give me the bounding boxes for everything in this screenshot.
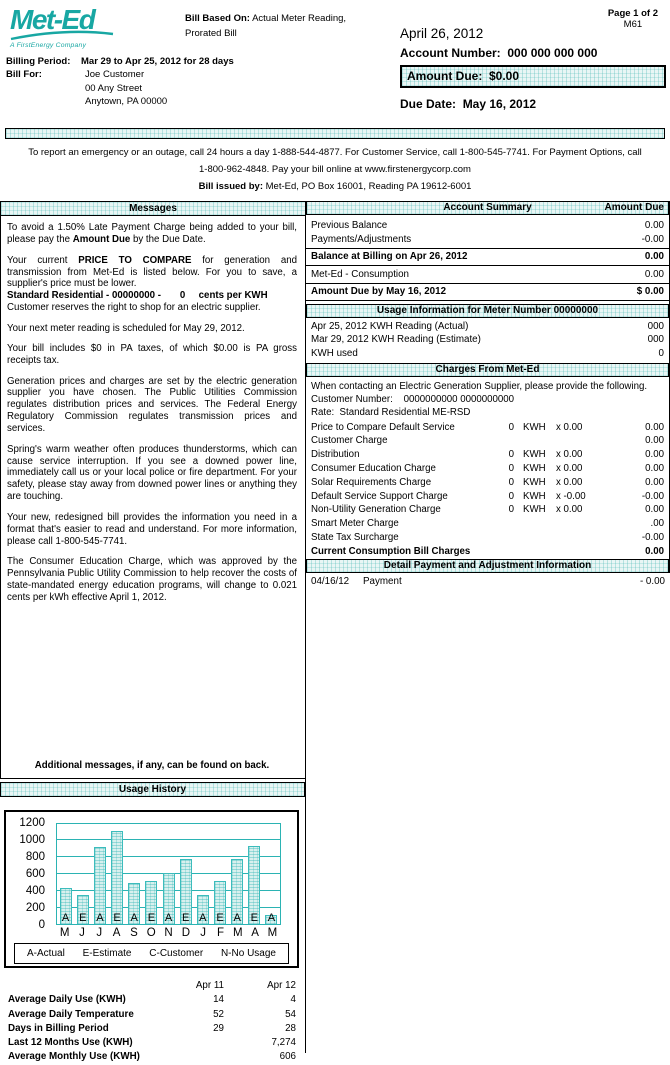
brand-tagline: A FirstEnergy Company [10,42,87,49]
stats-value [156,1036,224,1050]
charge-label: Non-Utility Generation Charge [311,504,441,516]
summary-row-amount: 0.00 [644,251,664,263]
right-column [305,201,670,1053]
month-label: S [130,927,138,940]
usage-stats-grid [8,979,298,1064]
payment-date: 04/16/12 [311,575,350,587]
account-number-line [400,46,666,60]
account-number-label: Account Number: [400,46,501,60]
charge-unit [514,517,556,531]
month-label: M [267,927,278,940]
charge-label: Distribution [311,449,360,461]
bar-reading-type-label: E [79,912,87,925]
stats-row-label: Average Monthly Use (KWH) [8,1051,140,1063]
charge-quantity [498,531,514,545]
charge-quantity [498,434,514,448]
message-paragraph: Your new, redesigned bill provides the information you need in a format that's easier to read and understand. For more information, please call 1-800-545-7741. [7,511,297,547]
bar-reading-type-label: A [61,912,70,925]
amount-due-column-header: Amount Due [604,202,664,214]
additional-messages-note: Additional messages, if any, can be found on back. [34,760,270,772]
contact-line-1: To report an emergency or an outage, call 24 hours a day 1-888-544-4877. For Customer Service, call 1-800-545-7741. For Payment Options, call [28,147,642,158]
form-code: M61 [623,19,643,30]
bill-based-on [185,12,370,41]
month-label: A [112,927,121,940]
bar-reading-type-label: E [113,912,121,925]
customer-name: Joe Customer [85,69,145,81]
due-date-label: Due Date: [400,97,457,111]
charge-quantity: 0 [508,504,514,516]
summary-row-amount: 0.00 [644,220,664,232]
stats-value: 606 [279,1051,296,1063]
bar-reading-type-label: E [216,912,224,925]
messages-paragraphs [7,222,297,612]
charge-rate [556,434,608,448]
charge-row [306,462,669,476]
charge-quantity: 0 [508,462,514,474]
bar-reading-type-label: A [164,912,173,925]
chart-bars [57,824,280,924]
summary-row [306,219,669,233]
charge-amount: -0.00 [641,531,664,543]
summary-divider [306,265,669,266]
issued-by-label: Bill issued by: [198,181,263,193]
stats-row-label: Days in Billing Period [8,1022,109,1034]
charge-row [306,448,669,462]
charge-amount: 0.00 [645,545,664,557]
met-ed-logo [10,6,130,49]
usage-info-label: Mar 29, 2012 KWH Reading (Estimate) [311,334,481,346]
charge-rate: x 0.00 [556,421,583,433]
charge-unit: KWH [523,421,546,433]
charge-amount: 0.00 [645,449,664,461]
chart-bar-slot [74,824,91,924]
message-paragraph: Your current PRICE TO COMPARE for generation and transmission from Met-Ed is listed below. For you to save, a supplier's price must be lower. [7,254,297,290]
charge-rate: x 0.00 [556,449,583,461]
charge-unit [514,545,556,559]
charges-intro [306,377,669,420]
y-axis-tick: 800 [25,850,45,863]
charge-label: Price to Compare Default Service [311,421,455,433]
chart-bar-slot [246,824,263,924]
bill-header [0,0,670,128]
charge-row [306,517,669,531]
month-label: J [96,927,103,940]
messages-body [1,216,305,778]
y-axis-tick: 1000 [19,833,45,846]
customer-number-line [311,393,664,406]
chart-bar [111,831,123,924]
charge-rate [556,531,608,545]
usage-info-row [306,347,669,361]
charge-quantity: 0 [508,421,514,433]
summary-row [306,268,669,282]
charge-quantity: 0 [508,490,514,502]
charge-quantity: 0 [508,476,514,488]
address-line-1: 00 Any Street [85,82,143,94]
summary-divider [306,300,669,301]
stats-value [156,1050,224,1064]
y-axis-tick: 200 [25,901,45,914]
usage-info-value: 0 [658,347,664,359]
charge-amount: .00 [650,518,664,530]
charge-label: Current Consumption Bill Charges [311,545,471,557]
billing-period-value: Mar 29 to Apr 25, 2012 for 28 days [81,56,234,67]
chart-bar-slot [211,824,228,924]
charge-amount: 0.00 [645,504,664,516]
message-paragraph: The Consumer Education Charge, which was approved by the Pennsylvania Public Utility Commission to help recover the costs of state-mandated energy education programs, will change to 0.021 cents per kWh effective April 1, 2012. [7,555,297,603]
y-axis-tick: 1200 [19,816,45,829]
summary-divider [306,248,669,249]
bar-reading-type-label: A [267,912,276,925]
rate-value: Standard Residential ME-RSD [339,407,471,419]
brand-name: Met-Ed [10,4,95,35]
bar-reading-type-label: E [250,912,258,925]
detail-payment-header: Detail Payment and Adjustment Information [306,559,669,573]
charge-rate: x -0.00 [556,490,586,502]
month-label: O [146,927,156,940]
stats-value: 14 [213,994,224,1006]
month-label: J [79,927,85,940]
stats-value: 4 [290,994,296,1006]
header-right-block [400,26,666,111]
usage-info-row [306,333,669,347]
charge-quantity [498,517,514,531]
chart-bar-slot [91,824,108,924]
contact-info [0,144,670,195]
charge-row [306,503,669,517]
summary-row-amount: -0.00 [641,233,664,245]
amount-due-box [400,65,666,88]
billing-info [6,55,234,109]
account-summary-header [306,201,669,215]
charge-row [306,490,669,504]
rate-line [311,406,664,419]
charge-rate: x 0.00 [556,462,583,474]
message-paragraph: Generation prices and charges are set by the electric generation supplier you have chosen. The Public Utilities Commission regulates distribution prices and services. The Federal Energy Regulatory Commission regulates transmission prices and services. [7,375,297,435]
month-label: A [251,927,259,940]
charge-rate [556,517,608,531]
due-date-line [400,97,666,111]
left-column [0,201,305,1064]
customer-number-label: Customer Number: [311,394,393,406]
amount-due-value: $0.00 [489,69,520,83]
account-summary-rows [306,215,669,304]
charge-quantity: 0 [508,449,514,461]
charge-amount: -0.00 [641,490,664,502]
summary-row-amount: 0.00 [644,268,664,280]
due-date-value: May 16, 2012 [462,97,537,111]
y-axis-tick: 0 [38,918,45,931]
message-paragraph: Your bill includes $0 in PA taxes, of which $0.00 is PA gross receipts tax. [7,343,297,367]
chart-bar-slot [160,824,177,924]
chart-bar-slot [177,824,194,924]
bar-reading-type-label: A [130,912,138,925]
summary-row-label: Met-Ed - Consumption [311,268,410,280]
charge-rate [556,545,608,559]
chart-bar-slot [194,824,211,924]
stats-value: 52 [213,1008,224,1020]
bill-for-label: Bill For: [6,69,42,81]
charge-label: Smart Meter Charge [311,518,399,530]
charge-amount: 0.00 [645,421,664,433]
charge-unit: KWH [523,462,546,474]
messages-header: Messages [1,202,305,216]
charge-row [306,421,669,435]
usage-stats-table [8,979,298,1064]
bill-columns [0,201,670,1064]
decorative-divider-bar [5,128,665,139]
address-line-2: Anytown, PA 00000 [85,96,168,108]
chart-bar-slot [229,824,246,924]
summary-row-label: Amount Due by May 16, 2012 [311,286,447,298]
message-paragraph: Your next meter reading is scheduled for May 29, 2012. [7,322,245,334]
bill-based-on-label: Bill Based On: [185,13,250,24]
amount-due-label: Amount Due: [407,69,483,83]
stats-value: 28 [285,1022,296,1034]
stats-column-header: Apr 12 [267,980,296,992]
chart-bar-slot [143,824,160,924]
stats-value: 29 [213,1022,224,1034]
summary-row [306,233,669,247]
legend-item: C-Customer [149,948,204,960]
usage-history-chart [4,810,299,968]
messages-section [0,201,305,779]
right-column-bordered [306,201,670,572]
legend-item: A-Actual [27,948,65,960]
summary-row-label: Payments/Adjustments [311,233,412,245]
chart-x-axis-labels [56,927,281,939]
month-label: M [232,927,243,940]
charge-rate: x 0.00 [556,504,583,516]
charge-unit: KWH [523,504,546,516]
charges-intro-line: When contacting an Electric Generation Supplier, please provide the following. [311,381,648,393]
charge-label: Customer Charge [311,435,388,447]
charge-amount: 0.00 [645,435,664,447]
charge-label: Default Service Support Charge [311,490,448,502]
billing-period-label: Billing Period: [6,56,71,67]
charge-row [306,476,669,490]
charge-unit [514,531,556,545]
account-summary-title: Account Summary [443,202,532,214]
usage-info-label: KWH used [311,347,358,359]
rate-label: Rate: [311,407,335,419]
bill-based-on-value: Actual Meter Reading, Prorated Bill [185,13,347,39]
stats-row-label: Last 12 Months Use (KWH) [8,1037,133,1049]
bill-date: April 26, 2012 [400,26,484,41]
customer-number-value: 0000000000 0000000000 [403,394,515,406]
bar-reading-type-label: A [233,912,241,925]
charge-unit: KWH [523,449,546,461]
payment-row [306,573,670,589]
account-number-value: 000 000 000 000 [507,46,598,60]
legend-item: E-Estimate [82,948,132,960]
bar-reading-type-label: A [96,912,104,925]
charge-unit [514,434,556,448]
bar-reading-type-label: E [182,912,190,925]
stats-row-label: Average Daily Use (KWH) [8,994,126,1006]
legend-item: N-No Usage [220,948,276,960]
usage-info-rows [306,318,669,364]
charge-label: Consumer Education Charge [311,462,436,474]
charges-header: Charges From Met-Ed [306,363,669,377]
usage-info-row [306,320,669,334]
summary-row-amount: $ 0.00 [636,286,664,298]
charge-quantity [498,545,514,559]
message-paragraph: Spring's warm weather often produces thunderstorms, which can cause service interruption. If you see a downed power line, immediately call us or your local police or fire department. For your safety, please stay away from downed power lines or anything they are touching. [7,443,297,503]
chart-plot-area [56,823,281,925]
chart-bar-slot [57,824,74,924]
summary-row [306,285,669,299]
usage-info-value: 000 [647,320,664,332]
charge-label: State Tax Surcharge [311,531,399,543]
summary-row [306,250,669,264]
detail-payment-rows [306,573,670,589]
issued-by-line [0,178,670,195]
chart-bar-slot [108,824,125,924]
summary-row-label: Balance at Billing on Apr 26, 2012 [311,251,468,263]
y-axis-tick: 400 [25,884,45,897]
chart-bar-slot [263,824,280,924]
usage-history-header: Usage History [0,782,305,797]
charge-amount: 0.00 [645,462,664,474]
stats-corner-cell [8,979,156,993]
payment-amount: - 0.00 [639,575,665,587]
charge-unit: KWH [523,490,546,502]
month-label: M [59,927,70,940]
charge-unit: KWH [523,476,546,488]
chart-y-axis-labels [6,816,51,931]
month-label: F [216,927,224,940]
stats-column-header: Apr 11 [195,980,224,992]
month-label: N [164,927,173,940]
customer-address [76,82,234,110]
stats-value: 54 [285,1008,296,1020]
usage-info-value: 000 [647,334,664,346]
bar-reading-type-label: E [147,912,156,925]
usage-info-header: Usage Information for Meter Number 00000000 [306,304,669,318]
charge-amount: 0.00 [645,476,664,488]
summary-divider [306,283,669,284]
stats-value: 7,274 [271,1037,296,1049]
charge-row [306,531,669,545]
month-label: D [181,927,190,940]
stats-row-label: Average Daily Temperature [8,1008,134,1020]
charge-row [306,434,669,448]
summary-row-label: Previous Balance [311,220,388,232]
issued-by-value: Met-Ed, PO Box 16001, Reading PA 19612-6001 [265,181,472,193]
usage-info-label: Apr 25, 2012 KWH Reading (Actual) [311,320,469,332]
charges-rows [306,421,669,559]
payment-description: Payment [363,575,402,587]
contact-line-2: 1-800-962-4848. Pay your bill online at www.firstenergycorp.com [199,164,471,176]
charge-label: Solar Requirements Charge [311,476,432,488]
month-label: J [200,927,207,940]
bar-reading-type-label: A [199,912,207,925]
chart-bar-slot [126,824,143,924]
charge-row [306,545,669,559]
message-paragraph: Standard Residential - 00000000 - 0 cents per KWH Customer reserves the right to shop for an electric supplier. [7,290,268,314]
page-number: Page 1 of 2 [607,8,658,19]
y-axis-tick: 600 [25,867,45,880]
message-paragraph: To avoid a 1.50% Late Payment Charge being added to your bill, please pay the Amount Due by the Due Date. [7,222,297,246]
chart-legend [14,943,289,964]
charge-rate: x 0.00 [556,476,583,488]
